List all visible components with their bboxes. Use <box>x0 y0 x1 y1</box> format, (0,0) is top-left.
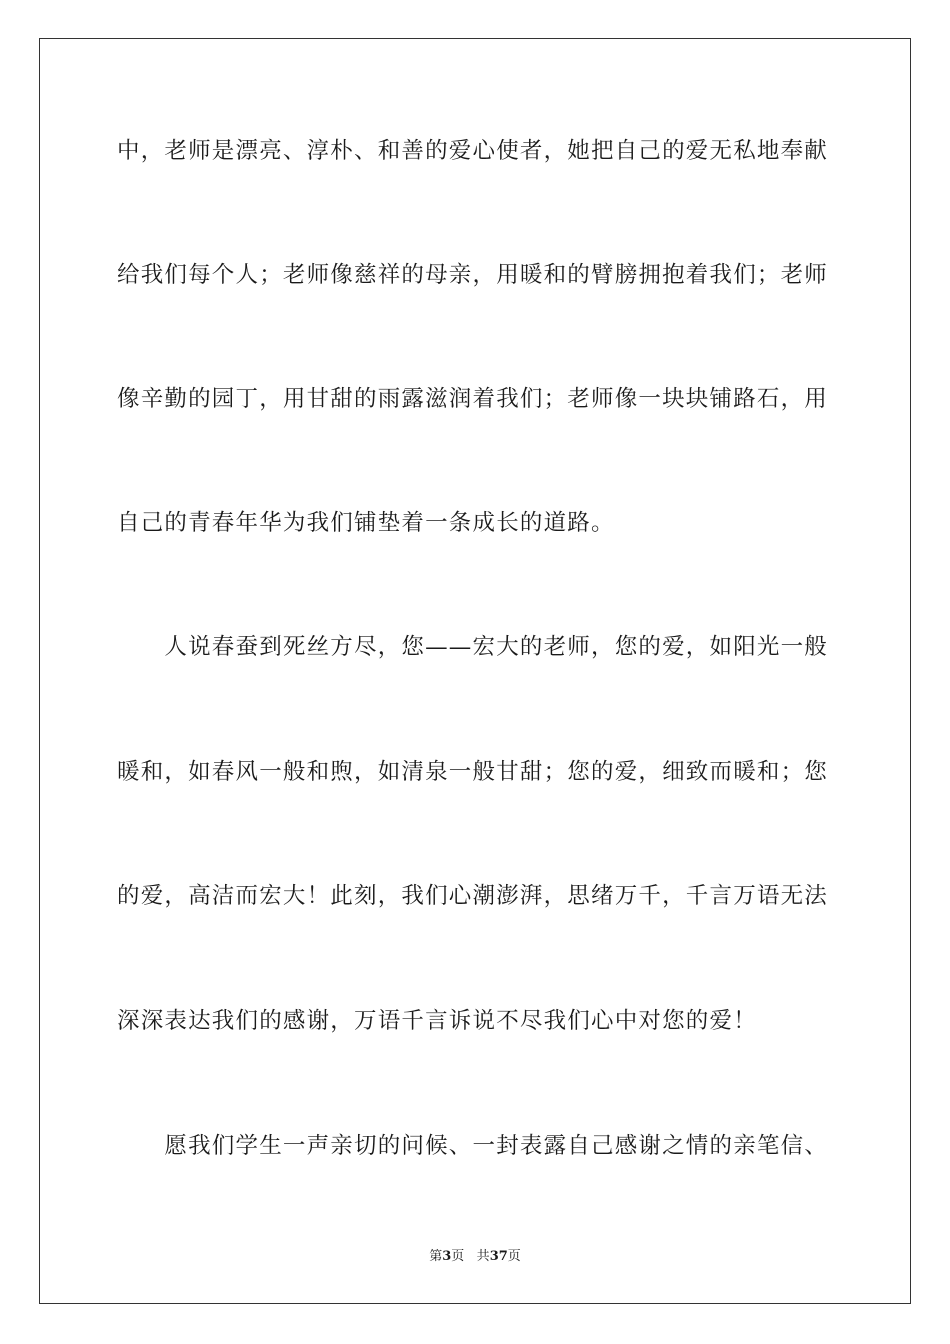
total-prefix: 共 <box>476 1249 490 1264</box>
body-line-8: 深深表达我们的感谢，万语千言诉说不尽我们心中对您的爱！ <box>117 1008 757 1034</box>
page-footer <box>0 1248 950 1266</box>
page-suffix: 页 <box>451 1249 465 1264</box>
body-line-4: 自己的青春年华为我们铺垫着一条成长的道路。 <box>117 510 615 536</box>
total-suffix: 页 <box>507 1249 521 1264</box>
body-line-1: 中，老师是漂亮、淳朴、和善的爱心使者，她把自己的爱无私地奉献 <box>117 138 829 164</box>
page-prefix: 第 <box>429 1249 443 1264</box>
body-line-2: 给我们每个人；老师像慈祥的母亲，用暖和的臂膀拥抱着我们；老师 <box>117 262 829 288</box>
body-line-6: 暖和，如春风一般和煦，如清泉一般甘甜；您的爱，细致而暖和；您 <box>117 759 829 785</box>
body-line-5: 人说春蚕到死丝方尽，您——宏大的老师，您的爱，如阳光一般 <box>117 634 829 660</box>
body-line-9: 愿我们学生一声亲切的问候、一封表露自己感谢之情的亲笔信、 <box>117 1133 829 1159</box>
body-line-3: 像辛勤的园丁，用甘甜的雨露滋润着我们；老师像一块块铺路石，用 <box>117 386 829 412</box>
page-frame <box>39 38 911 1304</box>
body-line-7: 的爱，高洁而宏大！此刻，我们心潮澎湃，思绪万千，千言万语无法 <box>117 883 829 909</box>
total-pages: 37 <box>489 1249 508 1264</box>
page-number: 3 <box>442 1249 452 1264</box>
